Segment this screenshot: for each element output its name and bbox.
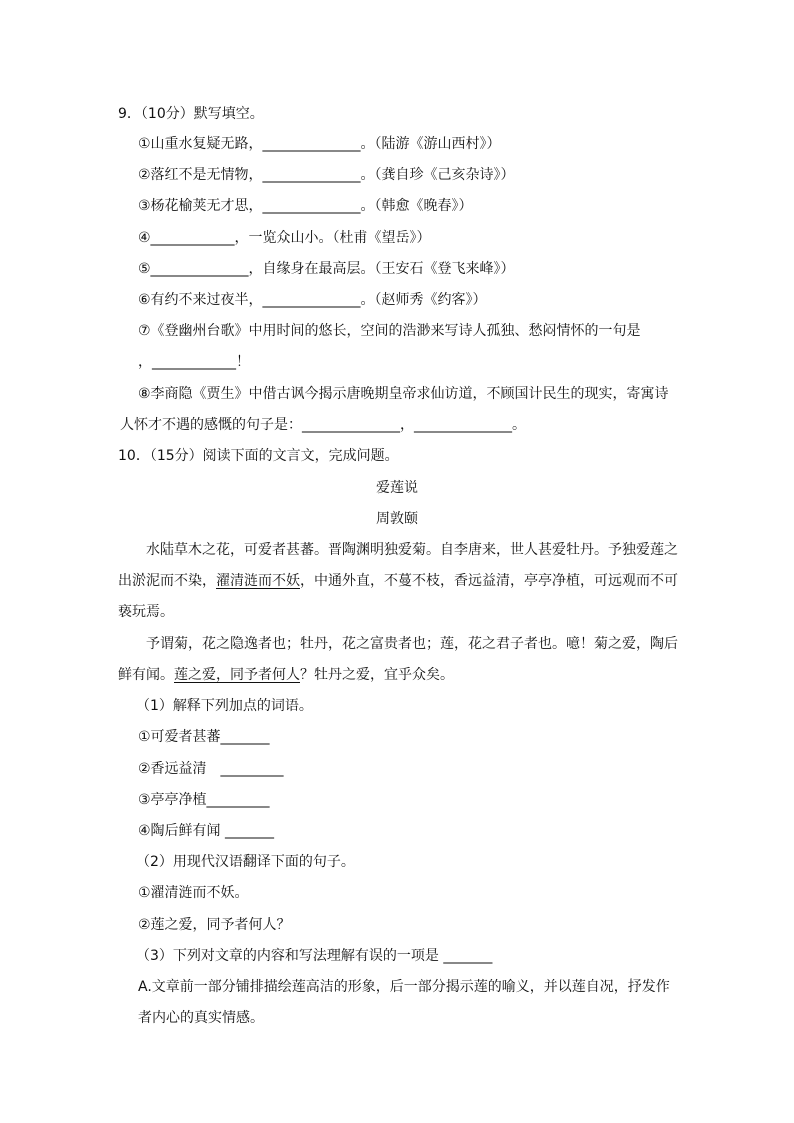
- q9-item-2: ②落红不是无情物，______________。（龚自珍《己亥杂诗》）: [138, 167, 515, 183]
- q9-item-6: ⑥有约不来过夜半，______________。（赵师秀《约客》）: [138, 292, 487, 308]
- q9-item-3: ③杨花榆荚无才思，______________。（韩愈《晚春》）: [138, 198, 473, 214]
- passage-para1-line3: 亵玩焉。: [118, 604, 174, 620]
- q10-option-a-line1: A.文章前一部分铺排描绘莲高洁的形象，后一部分揭示莲的喻义，并以莲自况，抒发作: [138, 979, 670, 995]
- q10-sub1-item-1: ①可爱者甚蕃_______: [138, 729, 270, 745]
- passage-para2-line1: 予谓菊，花之隐逸者也；牡丹，花之富贵者也；莲，花之君子者也。噫！菊之爱，陶后: [146, 636, 678, 652]
- underlined-sentence-2: 莲之爱，同予者何人: [174, 667, 300, 683]
- q10-option-a-line2: 者内心的真实情感。: [138, 1010, 264, 1026]
- passage-text: 出淤泥而不染，: [118, 573, 216, 589]
- passage-text: ，中通外直，不蔓不枝，香远益清，亭亭净植，可远观而不可: [300, 573, 678, 589]
- q9-item-7: ⑦《登幽州台歌》中用时间的悠长，空间的浩渺来写诗人孤独、愁闷情怀的一句是: [138, 323, 641, 339]
- q9-item-1: ①山重水复疑无路，______________。（陆游《游山西村》）: [138, 136, 501, 152]
- passage-author: 周敦颐: [376, 511, 418, 527]
- q10-sub2-item-2: ②莲之爱，同予者何人？: [138, 917, 291, 933]
- q9-item-8: ⑧李商隐《贾生》中借古讽今揭示唐晚期皇帝求仙访道，不顾国计民生的现实，寄寓诗: [138, 386, 669, 402]
- q10-sub1-item-3: ③亭亭净植_________: [138, 792, 270, 808]
- q10-header: 10．（15分）阅读下面的文言文，完成问题。: [118, 448, 399, 464]
- q9-item-8-cont: 人怀才不遇的感慨的句子是：______________，______________。: [120, 417, 526, 433]
- q9-item-4: ④____________，一览众山小。（杜甫《望岳》）: [138, 230, 431, 246]
- underlined-sentence-1: 濯清涟而不妖: [216, 573, 300, 589]
- q9-item-5: ⑤______________，自缘身在最高层。（王安石《登飞来峰》）: [138, 261, 515, 277]
- passage-para1-line2: [118, 571, 678, 591]
- passage-text: 鲜有闻。: [118, 667, 174, 683]
- q10-sub1-item-2: ②香远益清 _________: [138, 761, 284, 777]
- passage-title: 爱莲说: [376, 480, 418, 496]
- passage-text: ？牡丹之爱，宜乎众矣。: [300, 667, 454, 683]
- q10-sub2: （2）用现代汉语翻译下面的句子。: [136, 854, 355, 870]
- q10-sub1-item-4: ④陶后鲜有闻 _______: [138, 823, 275, 839]
- passage-para1-line1: 水陆草木之花，可爱者甚蕃。晋陶渊明独爱菊。自李唐来，世人甚爱牡丹。予独爱莲之: [146, 542, 678, 558]
- q10-sub1: （1）解释下列加点的词语。: [136, 698, 313, 714]
- q9-item-7-cont: ，____________！: [138, 354, 250, 370]
- q10-sub3: （3）下列对文章的内容和写法理解有误的一项是 _______: [136, 948, 493, 964]
- q10-sub2-item-1: ①濯清涟而不妖。: [138, 885, 249, 901]
- q9-header: 9．（10分）默写填空。: [118, 106, 264, 122]
- passage-para2-line2: [118, 665, 454, 685]
